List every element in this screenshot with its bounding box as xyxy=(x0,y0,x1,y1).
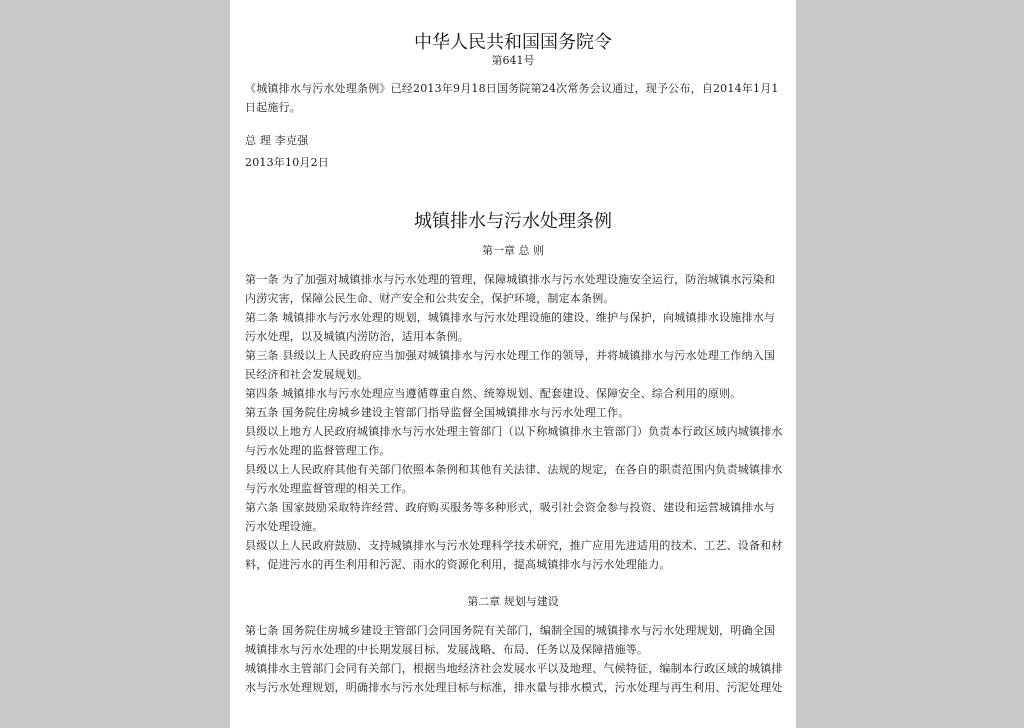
signature-block xyxy=(245,131,785,172)
promulgation-text: 《城镇排水与污水处理条例》已经2013年9月18日国务院第24次常务会议通过，现予公布，自2014年1月1日起施行。 xyxy=(245,82,779,114)
chapter-2-heading: 第二章 规划与建设 xyxy=(467,595,559,608)
article-6-para-2: 县级以上人民政府鼓励、支持城镇排水与污水处理科学技术研究，推广应用先进适用的技术、工艺、设备和材料，促进污水的再生利用和污泥、雨水的资源化利用，提高城镇排水与污水处理能力。 xyxy=(245,539,783,571)
promulgation-block xyxy=(245,79,785,117)
chapter-1-body xyxy=(245,270,785,574)
chapter-2-body xyxy=(245,621,785,697)
signer: 总 理 李克强 xyxy=(245,134,309,147)
chapter-1-heading: 第一章 总 则 xyxy=(482,244,544,257)
signing-date: 2013年10月2日 xyxy=(245,156,329,169)
article-5-para-3: 县级以上人民政府其他有关部门依照本条例和其他有关法律、法规的规定，在各自的职责范围内负责城镇排水与污水处理监督管理的相关工作。 xyxy=(245,463,783,495)
article-5-para-2: 县级以上地方人民政府城镇排水与污水处理主管部门（以下称城镇排水主管部门）负责本行政区域内城镇排水与污水处理的监督管理工作。 xyxy=(245,425,783,457)
article-3: 第三条 县级以上人民政府应当加强对城镇排水与污水处理工作的领导，并将城镇排水与污水处理工作纳入国民经济和社会发展规划。 xyxy=(245,349,776,381)
document-page xyxy=(230,0,796,728)
regulation-title: 城镇排水与污水处理条例 xyxy=(414,211,612,232)
article-2: 第二条 城镇排水与污水处理的规划，城镇排水与污水处理设施的建设、维护与保护，向城镇排水设施排水与污水处理，以及城镇内涝防治，适用本条例。 xyxy=(245,311,776,343)
article-7-para-2: 城镇排水主管部门会同有关部门，根据当地经济社会发展水平以及地理、气候特征，编制本行政区域的城镇排水与污水处理规划，明确排水与污水处理目标与标准，排水量与排水模式，污水处理与再生利用、污泥处理处 xyxy=(245,662,783,694)
article-6: 第六条 国家鼓励采取特许经营、政府购买服务等多种形式，吸引社会资金参与投资、建设和运营城镇排水与污水处理设施。 xyxy=(245,501,776,533)
article-7: 第七条 国务院住房城乡建设主管部门会同国务院有关部门，编制全国的城镇排水与污水处理规划，明确全国城镇排水与污水处理的中长期发展目标、发展战略、布局、任务以及保障措施等。 xyxy=(245,624,776,656)
decree-number: 第641号 xyxy=(491,54,535,67)
article-1: 第一条 为了加强对城镇排水与污水处理的管理，保障城镇排水与污水处理设施安全运行，防治城镇水污染和内涝灾害，保障公民生命、财产安全和公共安全，保护环境，制定本条例。 xyxy=(245,273,776,305)
article-5: 第五条 国务院住房城乡建设主管部门指导监督全国城镇排水与污水处理工作。 xyxy=(245,406,630,419)
article-4: 第四条 城镇排水与污水处理应当遵循尊重自然、统筹规划、配套建设、保障安全、综合利用的原则。 xyxy=(245,387,742,400)
decree-title: 中华人民共和国国务院令 xyxy=(414,32,612,53)
